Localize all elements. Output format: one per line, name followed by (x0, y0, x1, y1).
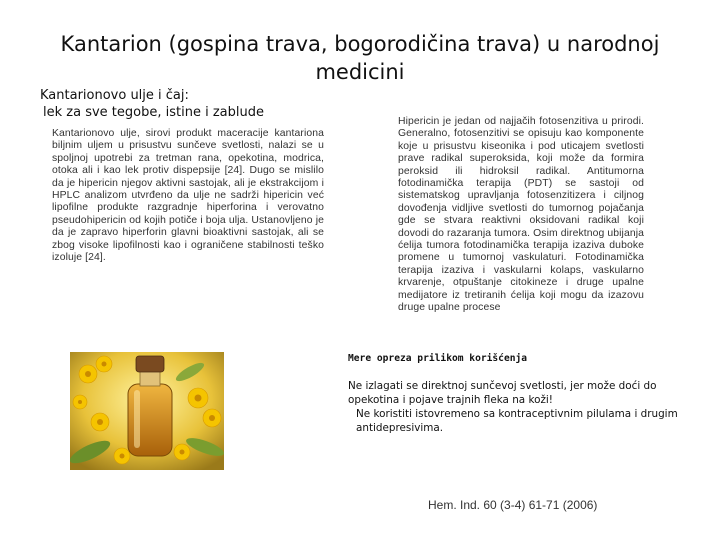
scanned-excerpt-left: Kantarionovo ulje, sirovi produkt maceracije kantariona biljnim uljem u prisustvu sunčeve svetlosti, nalazi se u spoljnoj upotrebi za tretman rana, opekotina, modrica, otoka ali i kao lek protiv dispepsije [24]. Dugo se mislilo da je hipericin njegov aktivni sastojak, ali je ekstrakcijom i HPLC analizom utvrđeno da ulje ne sadrži hipericin već lipofilne produkte razgradnje hiperforina i verovatno pseudohipericin od kojih potiče i boja ulja. Ustanovljeno je da je zapravo hiperforin glavni bioaktivni sastojak, ali se zbog visoke lipofilnosti kao i ograničene stabilnosti teško izoluje [24]. (52, 128, 324, 264)
caution-paragraph-1: Ne izlagati se direktnoj sunčevoj svetlosti, jer može doći do opekotina i pojave trajnih fleka na koži! (348, 380, 657, 406)
oil-bottle-flowers-icon (70, 352, 224, 470)
citation: Hem. Ind. 60 (3-4) 61-71 (2006) (428, 498, 598, 512)
subtitle-line-1: Kantarionovo ulje i čaj: (40, 88, 189, 103)
st-johns-wort-photo (70, 352, 224, 470)
subtitle-line-2: lek za sve tegobe, istine i zablude (43, 105, 264, 120)
caution-paragraph-2: Ne koristiti istovremeno sa kontraceptivnim pilulama i drugim antidepresivima. (356, 408, 678, 434)
subtitle (40, 87, 320, 121)
caution-heading: Mere opreza prilikom korišćenja (348, 353, 528, 364)
scanned-excerpt-right: Hipericin je jedan od najjačih fotosenzitiva u prirodi. Generalno, fotosenzitivi se opisuju kao komponente koje u prisustvu kiseonika i pod uticajem svetlosti prave radikal superoksida, koji može da formira peroksid ili hidroksil radikal. Antitumorna fotodinamička terapija (PDT) se sastoji od sistematskog upravljanja fotosenzitizera i cilјnog dovođenja vidljive svetlosti do tumornog pojačanja gde se stvara reaktivni oksidovani radikal koji dovodi do razaranja tumora. Osim direktnog ubijanja ćelija tumora fotodinamička terapija izaziva duboke promene u tumornoj vaskulaturi. Fotodinamička terapija izaziva i vaskularni kolaps, vaskularno krvarenje, otpuštanje citokineze i druge upalne medijatore iz tretiranih ćelija koji mogu da izazovu druge upalne procese (398, 116, 644, 314)
page-title: Kantarion (gospina trava, bogorodičina trava) u narodnoj medicini (60, 32, 660, 84)
caution-text (348, 379, 698, 435)
